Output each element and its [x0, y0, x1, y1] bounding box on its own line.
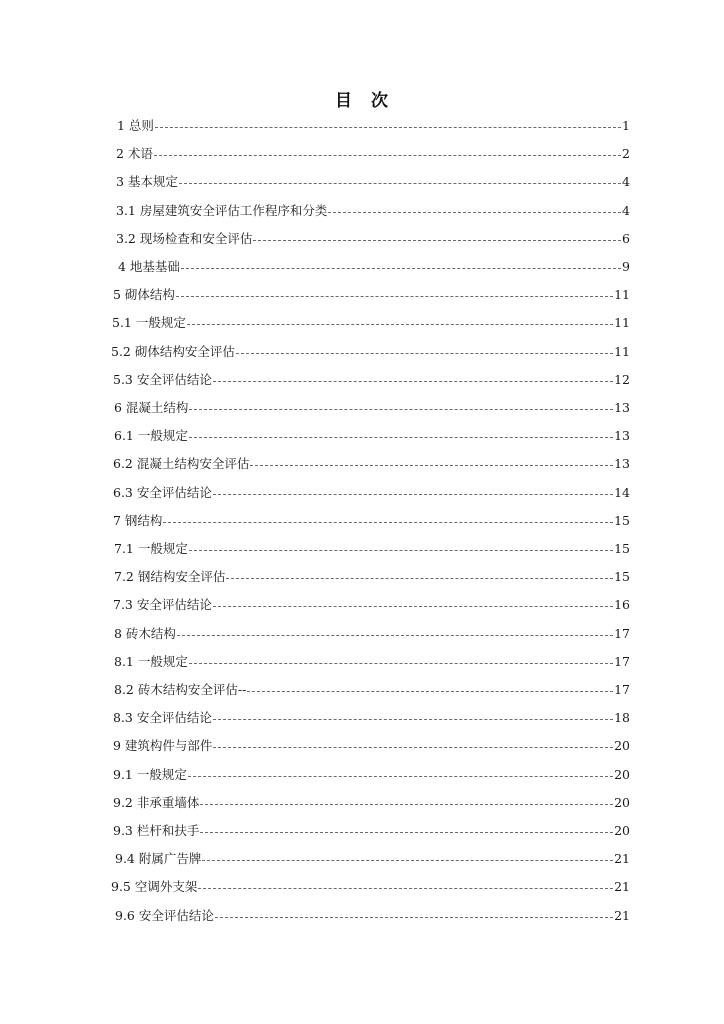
toc-entry-page-number: 9 — [622, 259, 630, 274]
toc-entry-page-number: 20 — [614, 794, 630, 810]
dot-leader — [198, 887, 613, 889]
toc-entry[interactable] — [113, 481, 630, 505]
toc-entry-label: 5.1 一般规定 — [112, 315, 186, 331]
toc-entry[interactable] — [112, 311, 630, 335]
toc-entry-page-number: 11 — [614, 315, 630, 331]
dot-leader — [253, 239, 621, 241]
toc-entry-label: 5 砌体结构 — [113, 287, 175, 303]
dot-leader — [189, 549, 613, 551]
toc-entry-label: 8.2 砖木结构安全评估-- — [114, 682, 247, 697]
toc-entry-label: 6.3 安全评估结论 — [113, 484, 212, 500]
toc-entry[interactable] — [115, 904, 630, 928]
toc-entry[interactable] — [114, 424, 630, 448]
dot-leader — [213, 605, 613, 607]
toc-entry-label: 5.2 砌体结构安全评估 — [111, 343, 235, 359]
toc-entry[interactable] — [113, 593, 630, 617]
toc-entry[interactable] — [117, 114, 630, 138]
dot-leader — [189, 662, 613, 664]
toc-entry-label: 9 建筑构件与部件 — [113, 738, 213, 754]
toc-entry-page-number: 21 — [614, 907, 630, 923]
toc-entry[interactable] — [113, 368, 630, 392]
toc-entry-page-number: 13 — [614, 456, 630, 472]
toc-entry-page-number: 12 — [614, 371, 630, 387]
dot-leader — [177, 634, 613, 636]
toc-entry-page-number: 17 — [614, 682, 630, 697]
toc-entry-page-number: 20 — [614, 738, 630, 754]
dot-leader — [226, 577, 613, 579]
toc-entry-page-number: 13 — [614, 400, 630, 415]
toc-entry[interactable] — [113, 734, 630, 758]
toc-entry[interactable] — [118, 255, 630, 279]
toc-title — [0, 86, 724, 111]
toc-entry-label: 7 钢结构 — [113, 512, 163, 528]
dot-leader — [247, 690, 613, 692]
toc-entry-label: 3.1 房屋建筑安全评估工作程序和分类 — [116, 202, 328, 218]
dot-leader — [189, 408, 613, 410]
toc-title-text: 目 次 — [335, 91, 389, 111]
toc-entry-page-number: 18 — [614, 710, 630, 726]
toc-entry-label: 9.3 栏杆和扶手 — [113, 823, 200, 838]
toc-entry[interactable] — [116, 199, 630, 223]
dot-leader — [200, 803, 613, 805]
toc-entry-label: 9.5 空调外支架 — [111, 879, 198, 895]
toc-entry-page-number: 13 — [614, 428, 630, 444]
dot-leader — [202, 859, 613, 861]
toc-entry-label: 5.3 安全评估结论 — [113, 371, 212, 387]
dot-leader — [189, 436, 613, 438]
toc-entry-label: 6 混凝土结构 — [114, 400, 189, 415]
toc-entry-page-number: 6 — [622, 230, 630, 246]
dot-leader — [154, 154, 621, 156]
toc-entry-page-number: 1 — [622, 118, 630, 133]
toc-entry-page-number: 16 — [614, 597, 630, 613]
toc-entry[interactable] — [114, 678, 630, 702]
dot-leader — [250, 464, 613, 466]
toc-entry-label: 3 基本规定 — [116, 174, 178, 190]
toc-entry-page-number: 11 — [614, 343, 630, 359]
dot-leader — [213, 746, 613, 748]
toc-entry-label: 8.1 一般规定 — [114, 653, 188, 669]
toc-entry-page-number: 17 — [614, 625, 630, 641]
toc-entry-label: 3.2 现场检查和安全评估 — [116, 230, 253, 246]
toc-entry[interactable] — [116, 227, 630, 251]
toc-entry-page-number: 21 — [614, 879, 630, 895]
dot-leader — [163, 521, 613, 523]
dot-leader — [155, 126, 621, 128]
toc-entry-page-number: 15 — [614, 569, 630, 585]
toc-entry-label: 4 地基基础 — [118, 259, 180, 274]
toc-entry-page-number: 14 — [614, 484, 630, 500]
dot-leader — [176, 295, 613, 297]
toc-entry[interactable] — [113, 763, 630, 787]
dot-leader — [187, 323, 613, 325]
toc-entry-label: 1 总则 — [117, 118, 154, 133]
toc-entry-page-number: 17 — [614, 653, 630, 669]
toc-entry[interactable] — [114, 622, 630, 646]
toc-entry[interactable] — [115, 847, 630, 871]
toc-entry-label: 9.6 安全评估结论 — [115, 907, 214, 923]
toc-entry[interactable] — [113, 791, 630, 815]
toc-entry-label: 6.1 一般规定 — [114, 428, 188, 444]
toc-entry-page-number: 21 — [614, 851, 630, 867]
dot-leader — [213, 493, 613, 495]
toc-entry-label: 9.2 非承重墙体 — [113, 794, 200, 810]
toc-entry[interactable] — [114, 565, 630, 589]
dot-leader — [181, 267, 621, 269]
toc-entry[interactable] — [113, 819, 630, 843]
toc-entry[interactable] — [111, 340, 630, 364]
toc-entry[interactable] — [113, 452, 630, 476]
toc-entry-page-number: 15 — [614, 541, 630, 556]
dot-leader — [215, 916, 613, 918]
toc-entry[interactable] — [111, 875, 630, 899]
dot-leader — [213, 718, 613, 720]
toc-entry-label: 8 砖木结构 — [114, 625, 176, 641]
toc-entry-page-number: 20 — [614, 823, 630, 838]
toc-entry-page-number: 20 — [614, 766, 630, 782]
toc-entry-label: 7.1 一般规定 — [114, 541, 188, 556]
toc-entry-page-number: 2 — [622, 146, 630, 162]
toc-entry-page-number: 11 — [614, 287, 630, 303]
toc-entry-label: 7.2 钢结构安全评估 — [114, 569, 226, 585]
toc-entry[interactable] — [116, 142, 630, 166]
toc-entry-label: 7.3 安全评估结论 — [113, 597, 212, 613]
toc-entry[interactable] — [113, 283, 630, 307]
dot-leader — [179, 182, 621, 184]
toc-entry-page-number: 15 — [614, 512, 630, 528]
toc-entry-label: 8.3 安全评估结论 — [113, 710, 212, 726]
toc-entry-page-number: 4 — [622, 174, 630, 190]
dot-leader — [188, 775, 613, 777]
toc-entry[interactable] — [113, 509, 630, 533]
toc-entry[interactable] — [114, 396, 630, 420]
dot-leader — [200, 831, 613, 833]
toc-entry[interactable] — [116, 170, 630, 194]
toc-entry-label: 9.4 附属广告牌 — [115, 851, 202, 867]
toc-entry-label: 9.1 一般规定 — [113, 766, 187, 782]
toc-entry[interactable] — [114, 537, 630, 561]
toc-entry-label: 6.2 混凝土结构安全评估 — [113, 456, 250, 472]
dot-leader — [328, 211, 621, 213]
toc-entry[interactable] — [113, 706, 630, 730]
toc-entry-label: 2 术语 — [116, 146, 153, 162]
dot-leader — [213, 380, 613, 382]
dot-leader — [236, 352, 613, 354]
toc-entry-page-number: 4 — [622, 202, 630, 218]
toc-entry[interactable] — [114, 650, 630, 674]
